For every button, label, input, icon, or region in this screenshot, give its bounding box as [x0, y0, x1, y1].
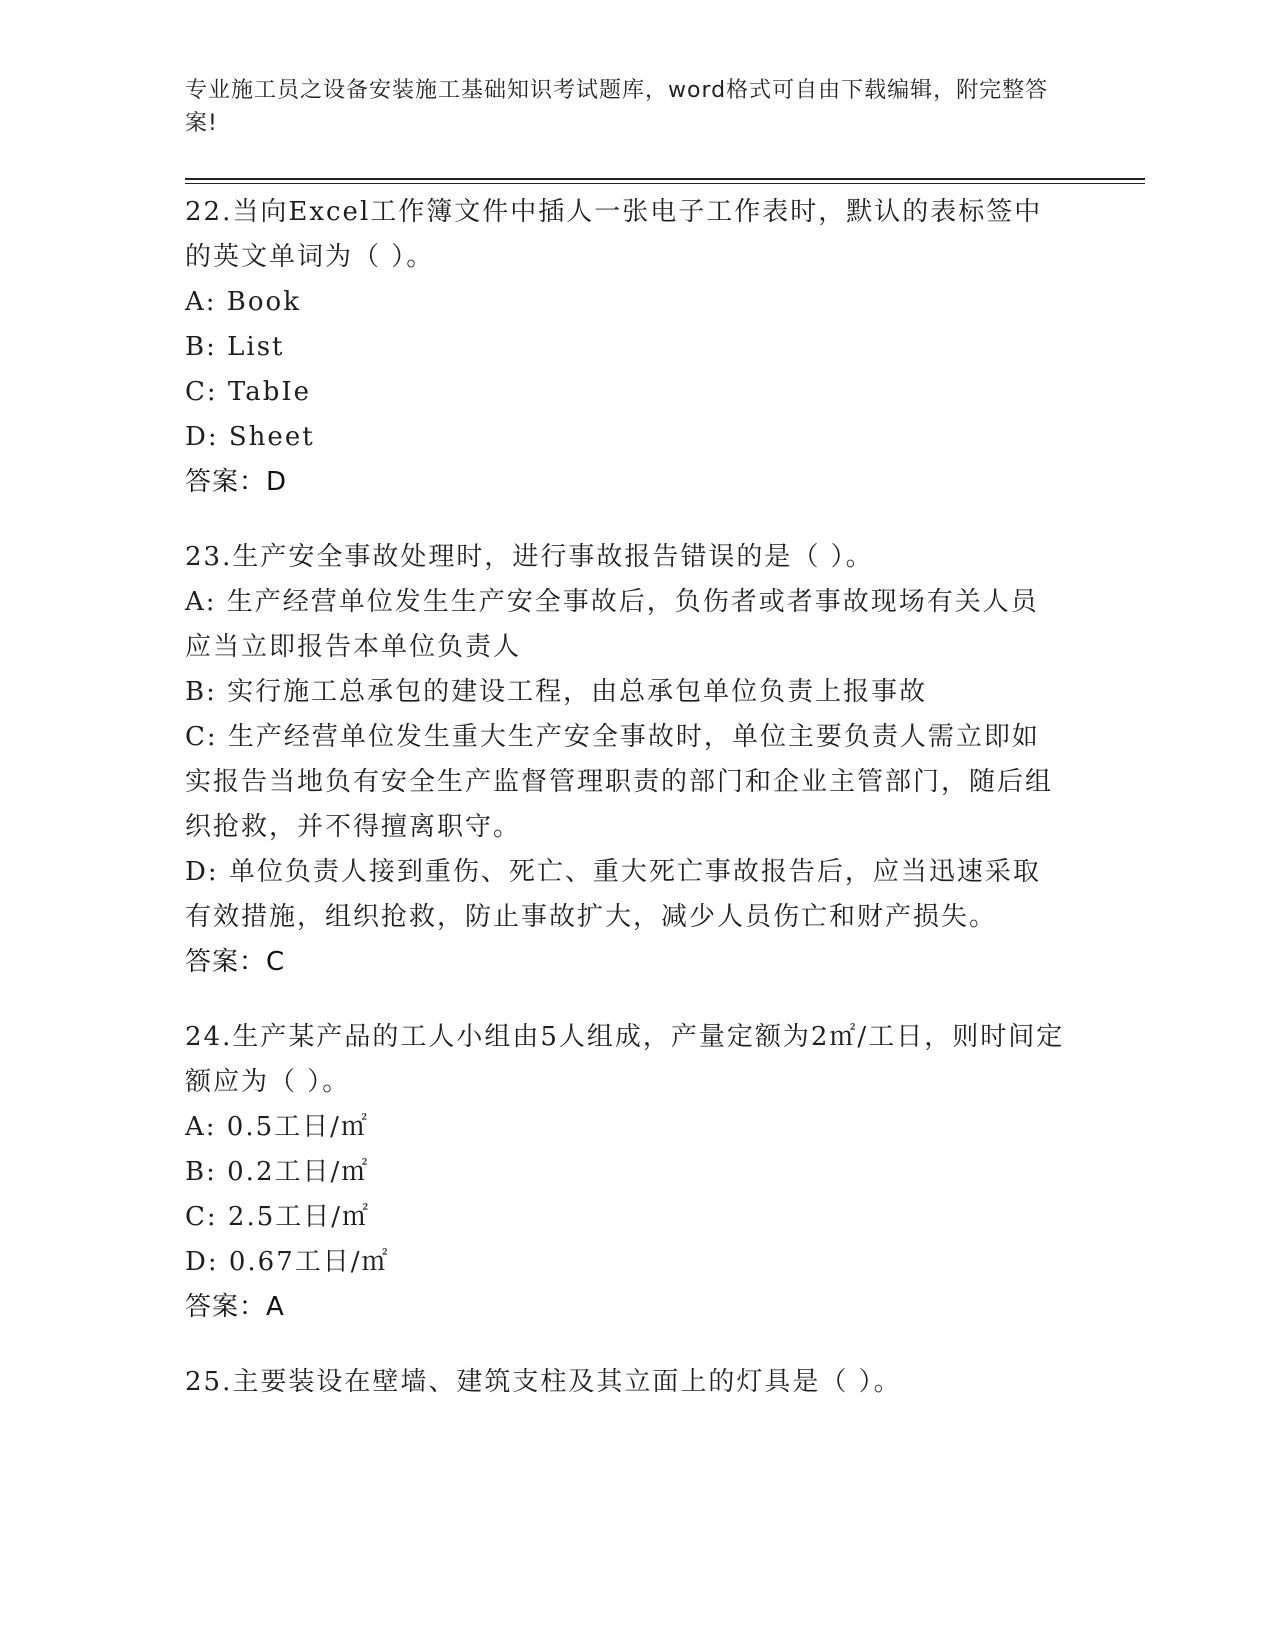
option-d: D: Sheet: [185, 422, 315, 452]
option-a: A: Book: [185, 287, 301, 317]
answer-label: 答案：: [185, 1292, 267, 1322]
answer-value: C: [266, 947, 286, 977]
option-c: C: 2.5工日/㎡: [185, 1202, 371, 1232]
answer-line: [185, 940, 1065, 985]
option-b: B: 实行施工总承包的建设工程，由总承包单位负责上报事故: [185, 677, 928, 707]
answer-line: [185, 1285, 1065, 1330]
question-list: [185, 190, 1065, 1435]
answer-label: 答案：: [185, 467, 267, 497]
document-header-title: 专业施工员之设备安装施工基础知识考试题库，word格式可自由下载编辑，附完整答案!: [185, 78, 1049, 136]
option-b: B: 0.2工日/㎡: [185, 1157, 370, 1187]
question-stem: 23.生产安全事故处理时，进行事故报告错误的是（ ）。: [185, 542, 874, 572]
question-22: [185, 190, 1065, 505]
option-d: D: 0.67工日/㎡: [185, 1247, 390, 1277]
question-stem: 25.主要装设在壁墙、建筑支柱及其立面上的灯具是（ ）。: [185, 1367, 902, 1397]
option-a: A: 0.5工日/㎡: [185, 1112, 369, 1142]
option-d: D: 单位负责人接到重伤、死亡、重大死亡事故报告后，应当迅速采取有效措施，组织抢救，防止事故扩大，减少人员伤亡和财产损失。: [185, 857, 1041, 932]
option-c: C: TabIe: [185, 377, 312, 407]
option-a: A: 生产经营单位发生生产安全事故后，负伤者或者事故现场有关人员应当立即报告本单位负责人: [185, 587, 1039, 662]
answer-label: 答案：: [185, 947, 267, 977]
question-23: [185, 535, 1065, 985]
header-divider: [185, 178, 1145, 184]
option-c: C: 生产经营单位发生重大生产安全事故时，单位主要负责人需立即如实报告当地负有安全生产监督管理职责的部门和企业主管部门，随后组织抢救，并不得擅离职守。: [185, 722, 1054, 842]
answer-line: [185, 460, 1065, 505]
answer-value: A: [266, 1292, 285, 1322]
question-stem: 22.当向Excel工作簿文件中插人一张电子工作表时，默认的表标签中的英文单词为（ ）。: [185, 197, 1043, 272]
question-25: [185, 1360, 1065, 1405]
option-b: B: List: [185, 332, 285, 362]
question-stem: 24.生产某产品的工人小组由5人组成，产量定额为2㎡/工日，则时间定额应为（ ）。: [185, 1022, 1065, 1097]
answer-value: D: [266, 467, 288, 497]
question-24: [185, 1015, 1065, 1330]
